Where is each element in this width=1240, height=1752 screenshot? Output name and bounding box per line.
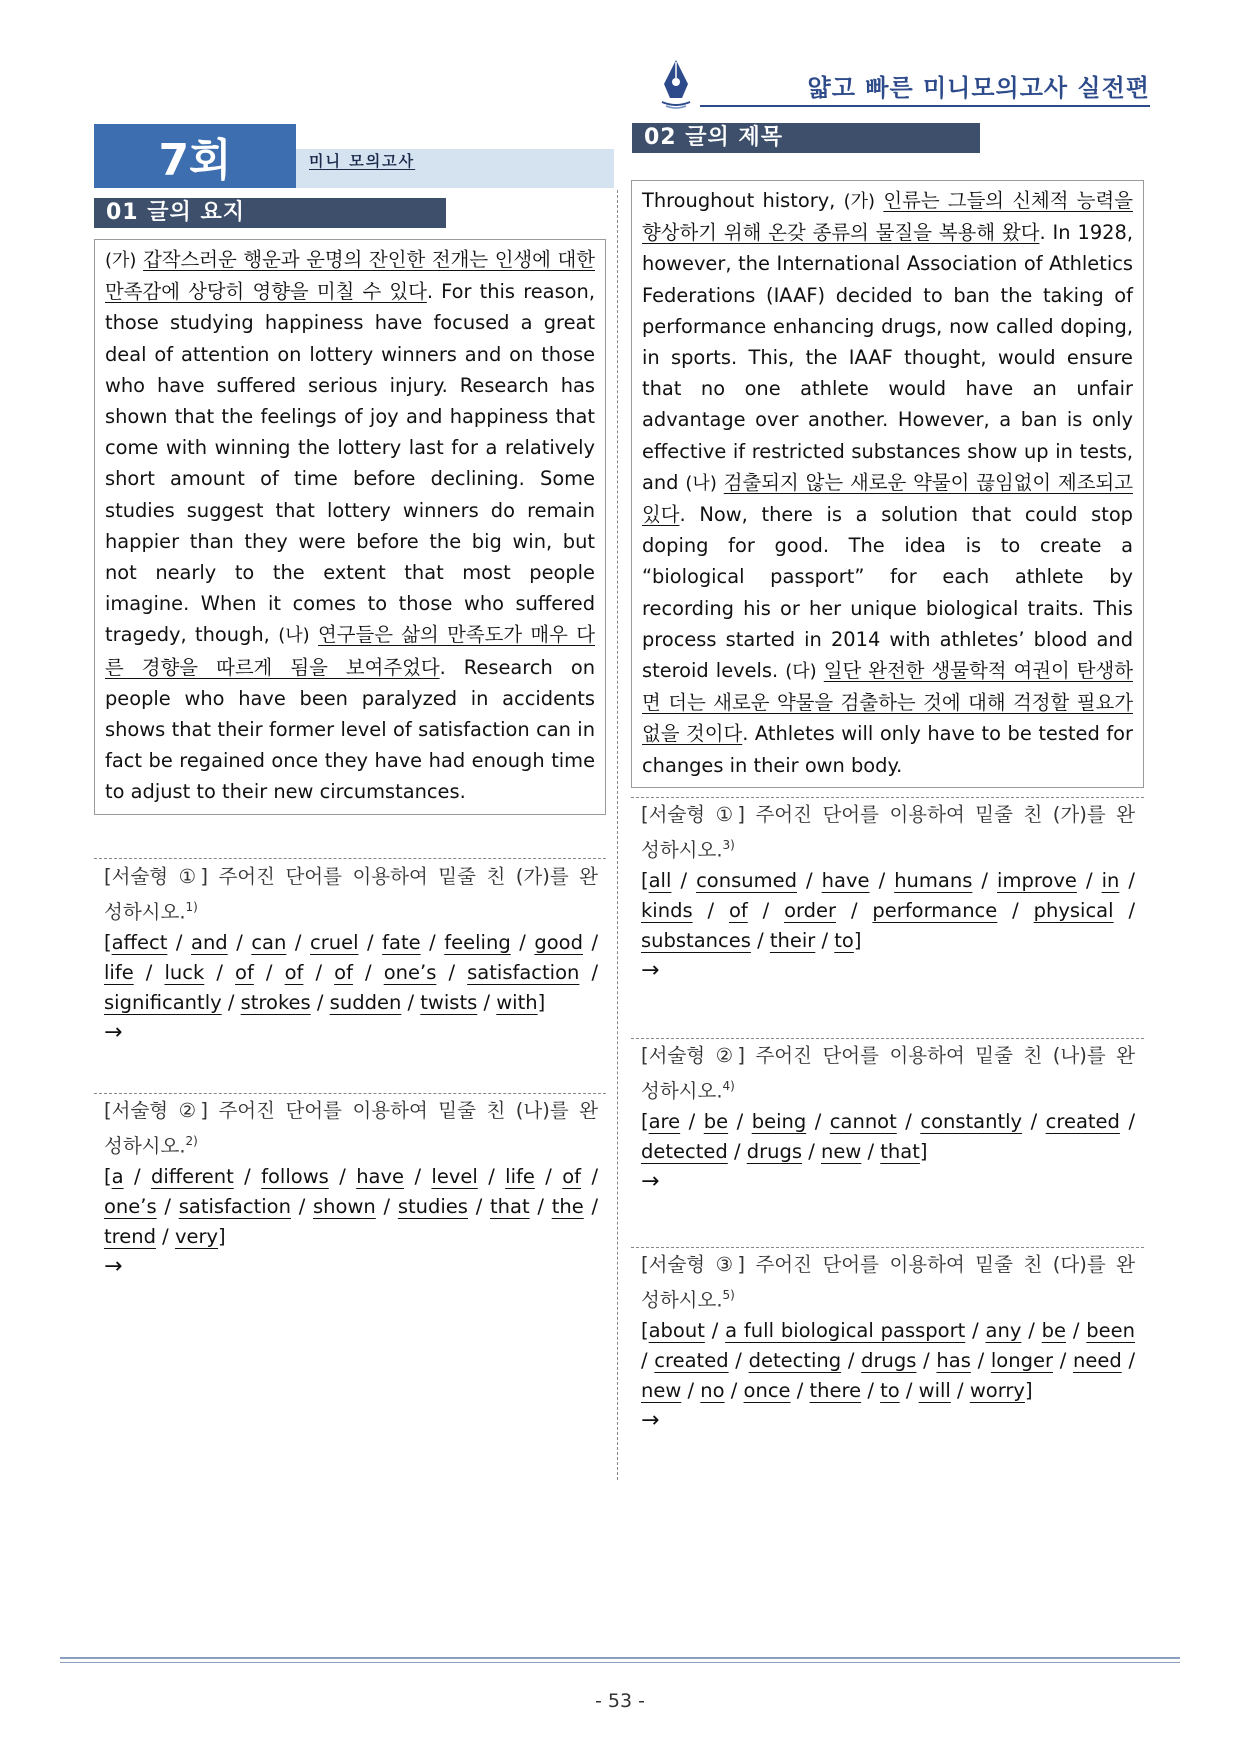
word-chip: affect — [111, 930, 168, 954]
word-chip: in — [1101, 868, 1120, 892]
word-chip: worry — [969, 1378, 1025, 1402]
marker-da: (다) — [785, 661, 817, 683]
footer-rule — [60, 1657, 1180, 1659]
answer-arrow: → — [641, 1407, 660, 1433]
question-prompt-end: 성하시오.$^{4)}$ — [641, 1079, 735, 1103]
word-chip: cruel — [310, 930, 359, 954]
word-chip: and — [191, 930, 228, 954]
footnote-ref: 4) — [722, 1079, 735, 1093]
word-chip: consumed — [696, 868, 797, 892]
word-chip: life — [505, 1164, 535, 1188]
word-chip: new — [821, 1139, 862, 1163]
word-chip: trend — [104, 1224, 156, 1248]
word-chip: the — [551, 1194, 584, 1218]
word-chip: significantly — [104, 990, 222, 1014]
word-chip: can — [251, 930, 287, 954]
section-1-title: 01 글의 요지 — [94, 198, 446, 228]
passage-text: . In 1928, however, the International Association of Athletics Federations (IAAF) decided to ban the taking of performance enhancing drugs, now called doping, in sports. This, the IAAF thought, would ensure that no one athlete would have an unfair advantage over another. However, a ban is only effective if restricted substances show up in tests, and — [642, 221, 1133, 494]
question-prompt-end: 성하시오.$^{5)}$ — [641, 1288, 735, 1312]
word-chip: new — [641, 1378, 682, 1402]
word-chip: any — [985, 1318, 1022, 1342]
word-chip: need — [1073, 1348, 1122, 1372]
word-chip: a full biological passport — [725, 1318, 966, 1342]
word-chip: no — [700, 1378, 725, 1402]
underline-ga: 갑작스러운 행운과 운명의 잔인한 전개는 인생에 대한 만족감에 상당히 영향을 미칠 수 있다 — [105, 248, 595, 304]
word-chip: have — [356, 1164, 405, 1188]
word-chip: satisfaction — [467, 960, 580, 984]
word-chip: that — [490, 1194, 530, 1218]
word-bank: [all / consumed / have / humans / improve / in / kinds / of / order / performance / physical / substances / their / to] — [641, 868, 1136, 952]
exam-type-label: 미니 모의고사 — [309, 152, 416, 170]
word-bank: [about / a full biological passport / any / be / been / created / detecting / drugs / has / longer / need / new / no / once / there / to / will / worry] — [641, 1318, 1136, 1402]
question-separator — [94, 1093, 606, 1094]
word-chip: one’s — [104, 1194, 157, 1218]
marker-ga: (가) — [105, 250, 137, 271]
word-chip: has — [936, 1348, 971, 1372]
word-chip: with — [496, 990, 538, 1014]
question-1-2 — [104, 1096, 598, 1280]
word-chip: improve — [997, 868, 1077, 892]
passage-text: . For this reason, those studying happiness have focused a great deal of attention on lottery winners and on those who have suffered serious injury. Research has shown that the feelings of joy and happiness that come with winning the lottery last for a relatively short amount of time before declining. Some studies suggest that lottery winners do remain happier than they were before the big win, but not nearly to the extent that most people imagine. When it comes to those who suffered tragedy, though, — [105, 280, 595, 647]
question-2-2 — [641, 1041, 1135, 1195]
word-chip: drugs — [861, 1348, 917, 1372]
word-chip: satisfaction — [178, 1194, 291, 1218]
question-separator — [94, 858, 606, 859]
question-1-1 — [104, 862, 598, 1046]
marker-na: (나) — [685, 472, 717, 494]
word-chip: fate — [382, 930, 421, 954]
question-separator — [631, 1247, 1144, 1248]
question-prompt: [서술형 ③] 주어진 단어를 이용하여 밑줄 친 (다)를 완 — [641, 1253, 1135, 1276]
passage-text: . Research on people who have been paralyzed in accidents shows that their former level of satisfaction can in fact be regained once they have had enough time to adjust to their new circumstances. — [105, 655, 595, 804]
word-chip: being — [751, 1109, 807, 1133]
word-bank: [affect / and / can / cruel / fate / feeling / good / life / luck / of / of / of / one’s / satisfaction / significantly / strokes / sudden / twists / with] — [104, 930, 599, 1014]
word-chip: be — [703, 1109, 729, 1133]
word-chip: strokes — [240, 990, 311, 1014]
brand-rule — [700, 105, 1150, 107]
word-chip: twists — [420, 990, 478, 1014]
brand-title: 얇고 빠른 미니모의고사 실전편 — [807, 74, 1150, 102]
section-2-title: 02 글의 제목 — [632, 123, 980, 153]
word-chip: all — [648, 868, 672, 892]
section-1-passage — [94, 239, 606, 815]
footnote-ref: 1) — [185, 900, 198, 914]
answer-arrow: → — [641, 1168, 660, 1194]
passage-text: . Now, there is a solution that could stop doping for good. The idea is to create a “biological passport” for each athlete by recording his or her unique biological traits. This process started in 2014 with athletes’ blood and steroid levels. — [642, 503, 1133, 683]
question-prompt-end: 성하시오.$^{2)}$ — [104, 1134, 198, 1158]
word-chip: to — [880, 1378, 900, 1402]
word-chip: created — [654, 1348, 729, 1372]
word-chip: substances — [641, 928, 751, 952]
footnote-ref: 3) — [722, 838, 735, 852]
footer-rule — [60, 1662, 1180, 1663]
word-chip: are — [648, 1109, 681, 1133]
word-chip: of — [562, 1164, 582, 1188]
word-chip: life — [104, 960, 134, 984]
underline-ga: 인류는 그들의 신체적 능력을 향상하기 위해 온갖 종류의 물질을 복용해 왔다 — [642, 189, 1133, 245]
word-chip: physical — [1033, 898, 1114, 922]
word-chip: luck — [164, 960, 205, 984]
word-chip: humans — [894, 868, 973, 892]
word-chip: be — [1041, 1318, 1067, 1342]
question-separator — [631, 797, 1144, 798]
word-chip: one’s — [383, 960, 437, 984]
pen-nib-icon — [658, 58, 694, 110]
word-chip: of — [728, 898, 748, 922]
word-chip: studies — [397, 1194, 468, 1218]
word-chip: created — [1045, 1109, 1120, 1133]
word-chip: longer — [990, 1348, 1053, 1372]
word-chip: drugs — [746, 1139, 803, 1163]
word-chip: level — [431, 1164, 478, 1188]
word-chip: that — [880, 1139, 920, 1163]
word-chip: of — [334, 960, 353, 984]
word-chip: will — [918, 1378, 951, 1402]
word-chip: performance — [872, 898, 998, 922]
marker-ga: (가) — [843, 191, 876, 212]
footnote-ref: 2) — [185, 1134, 198, 1148]
word-chip: feeling — [444, 930, 511, 954]
word-chip: different — [150, 1164, 234, 1188]
question-prompt: [서술형 ②] 주어진 단어를 이용하여 밑줄 친 (나)를 완 — [641, 1044, 1135, 1067]
word-bank: [are / be / being / cannot / constantly / created / detected / drugs / new / that] — [641, 1109, 1136, 1163]
question-separator — [631, 1038, 1144, 1039]
passage-text: Throughout history, — [642, 189, 844, 212]
word-chip: follows — [261, 1164, 329, 1188]
exam-number-badge — [94, 124, 296, 188]
word-chip: of — [284, 960, 304, 984]
question-prompt-end: 성하시오.$^{1)}$ — [104, 900, 198, 924]
footnote-ref: 5) — [722, 1288, 735, 1302]
word-chip: a — [111, 1164, 124, 1188]
question-2-1 — [641, 800, 1135, 984]
question-prompt: [서술형 ①] 주어진 단어를 이용하여 밑줄 친 (가)를 완 — [104, 865, 598, 888]
question-prompt: [서술형 ①] 주어진 단어를 이용하여 밑줄 친 (가)를 완 — [641, 803, 1135, 826]
word-chip: sudden — [329, 990, 402, 1014]
column-divider — [617, 190, 618, 1480]
word-chip: detecting — [748, 1348, 842, 1372]
word-chip: have — [821, 868, 870, 892]
answer-arrow: → — [641, 957, 660, 983]
word-chip: order — [784, 898, 837, 922]
underline-na: 연구들은 삶의 만족도가 매우 다른 경향을 따르게 됨을 보여주었다 — [105, 623, 595, 679]
question-2-3 — [641, 1250, 1135, 1434]
question-prompt-end: 성하시오.$^{3)}$ — [641, 838, 735, 862]
word-chip: been — [1086, 1318, 1136, 1342]
question-prompt: [서술형 ②] 주어진 단어를 이용하여 밑줄 친 (나)를 완 — [104, 1099, 598, 1122]
word-bank: [a / different / follows / have / level / life / of / one’s / satisfaction / shown / studies / that / the / trend / very] — [104, 1164, 599, 1248]
answer-arrow: → — [104, 1253, 123, 1279]
word-chip: there — [809, 1378, 862, 1402]
word-chip: shown — [313, 1194, 376, 1218]
word-chip: to — [834, 928, 854, 952]
word-chip: detected — [641, 1139, 728, 1163]
word-chip: once — [743, 1378, 791, 1402]
answer-arrow: → — [104, 1019, 123, 1045]
word-chip: good — [534, 930, 583, 954]
section-2-passage — [631, 180, 1144, 788]
word-chip: constantly — [920, 1109, 1023, 1133]
underline-na: 검출되지 않는 새로운 약물이 끊임없이 제조되고 있다 — [642, 470, 1133, 527]
page-number: - 53 - — [595, 1690, 645, 1712]
underline-da: 일단 완전한 생물학적 여권이 탄생하면 더는 새로운 약물을 검출하는 것에 대해 걱정할 필요가 없을 것이다 — [642, 659, 1133, 746]
word-chip: their — [769, 928, 816, 952]
word-chip: cannot — [829, 1109, 897, 1133]
word-chip: of — [235, 960, 254, 984]
word-chip: kinds — [641, 898, 693, 922]
passage-text: . Athletes will only have to be tested for changes in their own body. — [642, 722, 1134, 777]
exam-number: 7회 — [158, 135, 232, 186]
word-chip: very — [174, 1224, 219, 1248]
marker-na: (나) — [278, 625, 310, 647]
word-chip: about — [648, 1318, 705, 1342]
